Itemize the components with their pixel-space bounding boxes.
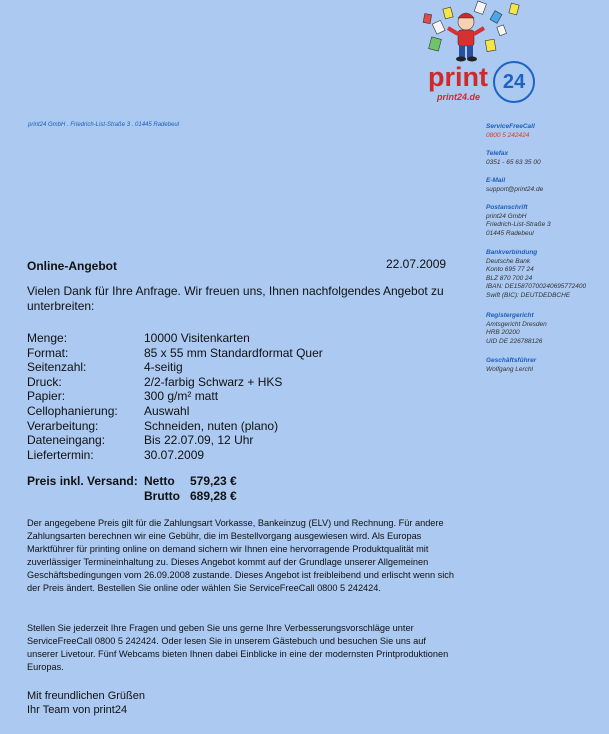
greeting: Mit freundlichen Grüßen: [27, 690, 145, 702]
bank-label: Bankverbindung: [486, 249, 538, 256]
price-row-brutto: [27, 489, 237, 504]
sidebar-bank: [486, 249, 609, 300]
page-title: Online-Angebot: [27, 259, 117, 273]
offer-date: 22.07.2009: [386, 257, 447, 271]
netto-label: Netto: [144, 474, 175, 488]
spec-label: Druck:: [27, 374, 62, 389]
bank-line: Konto 695 77 24: [486, 266, 534, 273]
ceo-name: Wolfgang Lerchl: [486, 365, 533, 373]
email-value: support@print24.de: [486, 185, 544, 193]
spec-row: [27, 419, 323, 434]
logo-wordmark: print: [428, 62, 488, 92]
logo-badge: 24: [493, 61, 535, 103]
spec-value: 4-seitig: [144, 360, 183, 375]
netto-value: 579,23 €: [190, 474, 237, 488]
sidebar-register: [486, 312, 609, 346]
spec-value: 2/2-farbig Schwarz + HKS: [144, 374, 283, 389]
brutto-value: 689,28 €: [190, 489, 237, 503]
register-line: Amtsgericht Dresden: [486, 320, 547, 328]
spec-row: [27, 346, 323, 361]
spec-label: Format:: [27, 345, 69, 360]
spec-value: 85 x 55 mm Standardformat Quer: [144, 345, 323, 360]
spec-label: Papier:: [27, 389, 66, 404]
spec-value: Schneiden, nuten (plano): [144, 418, 279, 433]
spec-value: Auswahl: [144, 403, 190, 418]
price-row-netto: [27, 474, 237, 489]
ceo-label: Geschäftsführer: [486, 357, 537, 364]
sidebar-freecall: [486, 123, 609, 140]
spec-label: Seitenzahl:: [27, 360, 87, 375]
phone-label: Telefax: [486, 150, 509, 157]
address-label: Postanschrift: [486, 204, 528, 211]
spec-row: [27, 433, 323, 448]
register-line: HRB 20200: [486, 329, 520, 336]
spec-row: [27, 404, 323, 419]
spec-row: [27, 448, 323, 463]
spec-value: Bis 22.07.09, 12 Uhr: [144, 433, 254, 448]
sidebar-address: [486, 204, 609, 238]
address-line: Friedrich-List-Straße 3: [486, 221, 551, 228]
price-block: [27, 474, 237, 504]
closing: [27, 689, 145, 717]
spec-label: Verarbeitung:: [27, 418, 99, 433]
intro-text: Vielen Dank für Ihre Anfrage. Wir freuen uns, Ihnen nachfolgendes Angebot zu unterbreiten:: [27, 284, 444, 313]
spec-row: [27, 331, 323, 346]
spec-value: 30.07.2009: [144, 447, 205, 462]
signature: Ihr Team von print24: [27, 704, 128, 716]
sidebar-email: [486, 177, 609, 194]
bank-line: Deutsche Bank: [486, 257, 531, 265]
spec-label: Dateneingang:: [27, 433, 106, 448]
register-line: UID DE 226788126: [486, 337, 543, 345]
price-label: Preis inkl. Versand:: [27, 474, 138, 488]
spec-label: Liefertermin:: [27, 447, 94, 462]
email-label: E-Mail: [486, 177, 506, 184]
contact-paragraph: Stellen Sie jederzeit Ihre Fragen und geben Sie uns gerne Ihre Verbesserungsvorschläge unter ServiceFreeCall 0800 5 242424. Oder lesen Sie in unserem Gästebuch und besuchen Sie uns auf unserer Livetour. Fünf Webcams bieten Ihnen dabei Einblicke in eine der modernsten Printproduktionen Europas.: [27, 623, 449, 672]
spec-row: [27, 375, 323, 390]
register-label: Registergericht: [486, 312, 534, 319]
logo-url: print24.de: [437, 92, 481, 102]
brutto-label: Brutto: [144, 489, 180, 503]
phone-number: 0351 - 65 63 35 00: [486, 158, 541, 166]
spec-table: [27, 331, 323, 462]
terms-paragraph: Der angegebene Preis gilt für die Zahlungsart Vorkasse, Bankeinzug (ELV) und Rechnung. Für andere Zahlungsarten berechnen wir eine Gebühr, die im Bestellvorgang ausgewiesen wird. Als Europas Marktführer für printing online on demand sichern wir Ihnen eine hervorragende Produktqualität mit zuverlässiger Termineinhaltung zu. Dieses Angebot kommt auf der Grundlage unserer Allgemeinen Geschäftsbedingungen vom 26.09.2008 zustande. Dieses Angebot ist freibleibend und erlischt wenn sich der Preis ändert. Bestellen Sie online oder wählen Sie ServiceFreeCall 0800 5 242424.: [27, 518, 454, 593]
spec-label: Menge:: [27, 331, 68, 345]
sidebar-ceo: [486, 357, 609, 374]
address-line: 01445 Radebeul: [486, 229, 534, 237]
sender-line: print24 GmbH . Friedrich-List-Straße 3 . 01445 Radebeul: [28, 122, 180, 128]
freecall-number: 0800 5 242424: [486, 131, 530, 139]
spec-row: [27, 389, 323, 404]
bank-line: BLZ 870 700 24: [486, 274, 533, 282]
sidebar-phone: [486, 150, 609, 167]
address-line: print24 GmbH: [486, 212, 527, 220]
bank-line: IBAN: DE15870700240695772400: [486, 283, 587, 290]
bank-line: Swift (BIC): DEUTDEDBCHE: [486, 291, 571, 299]
spec-value: 10000 Visitenkarten: [144, 331, 250, 345]
spec-row: [27, 360, 323, 375]
spec-label: Cellophanierung:: [27, 403, 118, 418]
freecall-label: ServiceFreeCall: [486, 123, 535, 130]
spec-value: 300 g/m² matt: [144, 389, 219, 404]
